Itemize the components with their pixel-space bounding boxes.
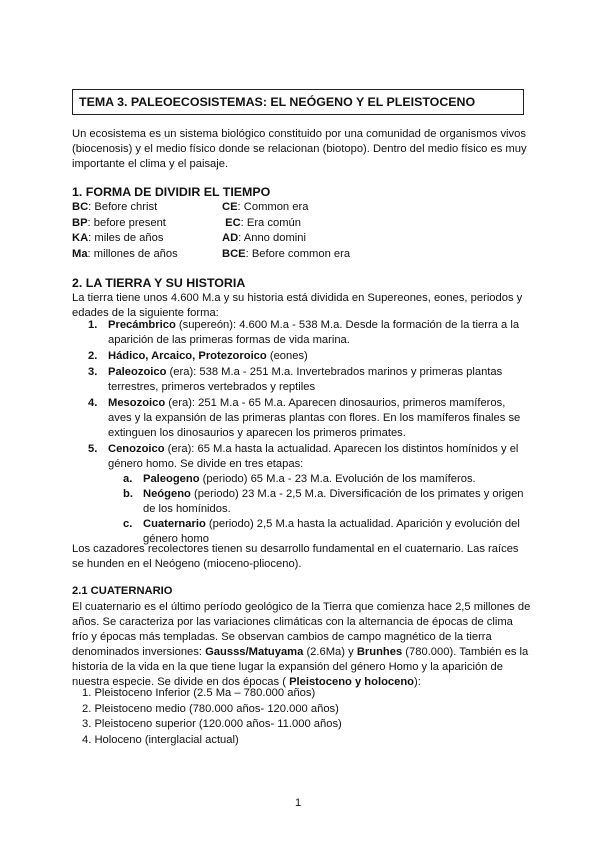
abbreviation-row (72, 231, 452, 247)
list-item: b. Neógeno (periodo) 23 M.a - 2,5 M.a. Diversificación de los primates y origen de los homínidos. (123, 488, 524, 515)
list-item: 3. Paleozoico (era): 538 M.a - 251 M.a. Invertebrados marinos y primeras plantas terrestres, primeros vertebrados y reptiles (88, 366, 503, 393)
abbr-meaning: : Era común (240, 216, 301, 229)
section-2-1-paragraph: El cuaternario es el último período geológico de la Tierra que comienza hace 2,5 millones de años. Se caracteriza por las variaciones climáticas con la alternancia de épocas de clima frío y épocas más templadas. Se observan cambios de campo magnético de la tierra denominados inversiones: Gausss/Matuyama (2.6Ma) y Brunhes (780.000). También es la historia de la vida en la que tiene lugar la expansión del género Homo y la aparición de nuestra especie. Se divide en dos épocas ( Pleistoceno y holoceno): (72, 601, 531, 688)
abbr-term: KA (72, 232, 89, 244)
epoch-list (82, 686, 342, 748)
intro-paragraph: Un ecosistema es un sistema biológico constituido por una comunidad de organismos vivos (biocenosis) y el medio físico donde se relacionan (biotopo). Dentro del medio físico es muy importante el clima y el paisaje. (72, 128, 527, 170)
period-term: Cuaternario (143, 518, 206, 530)
abbr-term: BCE (222, 247, 246, 260)
era-term: Paleozoico (108, 366, 167, 378)
abbr-meaning: : miles de años (88, 232, 164, 244)
list-item: 4. Mesozoico (era): 251 M.a - 65 M.a. Aparecen dinosaurios, primeros mamíferos, aves y la expansión de las primeras plantas con flores. En los mamíferos finales se extinguen los dinosaurios y aparecen los primeros primates. (88, 397, 521, 439)
abbr-meaning: : Common era (237, 201, 309, 213)
era-term: Precámbrico (108, 319, 176, 331)
abbr-meaning: : Anno domini (238, 232, 306, 244)
period-term: Neógeno (143, 488, 191, 500)
abbreviation-row (72, 247, 452, 263)
section-2-intro: La tierra tiene unos 4.600 M.a y su historia está dividida en Supereones, eones, periodos y edades de la siguiente forma: (72, 292, 523, 319)
abbr-meaning: : Before common era (245, 247, 351, 260)
list-item: 4. Holoceno (interglacial actual) (82, 733, 239, 746)
period-sublist (88, 472, 528, 547)
page-number: 1 (295, 797, 302, 809)
list-item: a. Paleogeno (periodo) 65 M.a - 23 M.a. Evolución de los mamíferos. (123, 473, 476, 485)
section-2-heading: 2. LA TIERRA Y SU HISTORIA (72, 276, 246, 290)
section-1-heading: 1. FORMA DE DIVIDIR EL TIEMPO (72, 185, 271, 199)
abbreviation-table (72, 200, 452, 262)
abbr-term: CE (222, 201, 238, 213)
list-item: 2. Pleistoceno medio (780.000 años- 120.000 años) (82, 702, 339, 715)
abbreviation-row (72, 200, 452, 216)
era-term: Cenozoico (108, 443, 165, 455)
abbr-meaning: : millones de años (87, 247, 178, 260)
era-term: Hádico, Arcaico, Protezoroico (108, 350, 267, 362)
abbr-term: BP (72, 216, 88, 229)
period-term: Paleogeno (143, 473, 200, 485)
abbr-term: BC (72, 201, 89, 213)
list-item: 1. Pleistoceno Inferior (2.5 Ma – 780.000 años) (82, 687, 316, 699)
title-box (72, 89, 524, 115)
list-item: 5. Cenozoico (era): 65 M.a hasta la actualidad. Aparecen los distintos homínidos y el género homo. Se divide en tres etapas: a. Paleogeno (periodo) 65 M.a - 23 M.a. Evolución de los mamíferos. b. Neógeno (periodo) 23 M.a - 2,5 M.a. Diversificación de los primates y origen de los homínidos. c. Cuaternario (periodo) 2,5 M.a hasta la actualidad. Aparición y evolución del género homo (88, 442, 528, 547)
era-term: Mesozoico (108, 397, 166, 409)
abbreviation-row (72, 216, 452, 232)
abbr-term: Ma (72, 247, 88, 260)
page-title: TEMA 3. PALEOECOSISTEMAS: EL NEÓGENO Y EL PLEISTOCENO (79, 95, 476, 109)
section-2-closing: Los cazadores recolectores tienen su desarrollo fundamental en el cuaternario. Las raíces se hunden en el Neógeno (mioceno-plioceno). (72, 543, 519, 570)
list-item: c. Cuaternario (periodo) 2,5 M.a hasta la actualidad. Aparición y evolución del género homo (123, 518, 520, 545)
list-item: 3. Pleistoceno superior (120.000 años- 11.000 años) (82, 718, 342, 730)
abbr-term: EC (225, 216, 241, 229)
list-item: 1. Precámbrico (supereón): 4.600 M.a - 538 M.a. Desde la formación de la tierra a la aparición de las primeras formas de vida marina. (88, 319, 520, 346)
abbr-term: AD (222, 232, 239, 244)
abbr-meaning: : Before christ (88, 201, 158, 213)
list-item: 2. Hádico, Arcaico, Protezoroico (eones) (88, 350, 308, 362)
era-list (88, 318, 528, 548)
abbr-meaning: : before present (87, 216, 166, 229)
section-2-1-heading: 2.1 CUATERNARIO (72, 585, 173, 597)
